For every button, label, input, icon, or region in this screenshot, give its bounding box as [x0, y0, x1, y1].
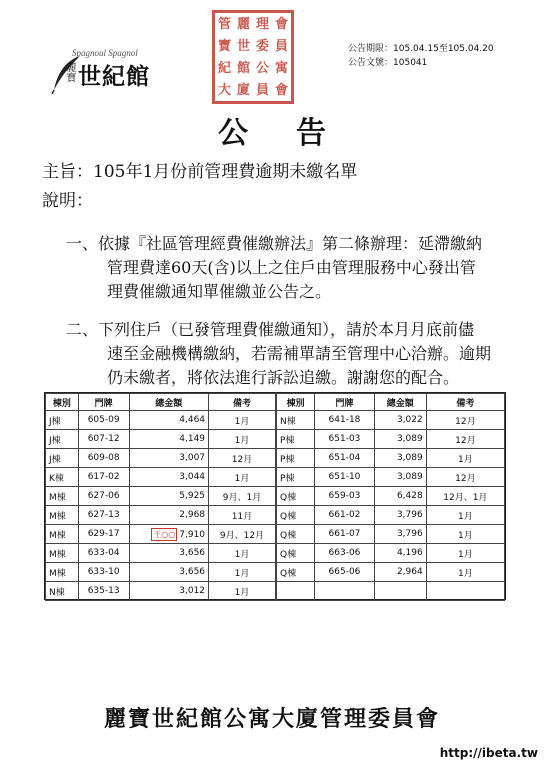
header-amount: 總金額 — [129, 394, 208, 411]
paragraph-2-line-2: 速至金融機構繳納，若需補單請至管理中心洽辦。逾期 — [107, 344, 492, 363]
cell-building — [277, 582, 315, 601]
cell-remark: 1月 — [209, 582, 276, 601]
cell-remark: 1月 — [426, 449, 504, 468]
subject-line: 主旨：105年1月份前管理費逾期未繳名單 — [42, 162, 358, 182]
seal-char: 理 — [255, 16, 269, 32]
cell-amount-value: 7,910 — [179, 529, 206, 540]
seal-char: 寓 — [274, 60, 288, 76]
cell-remark: 12月 — [426, 430, 504, 449]
cell-door: 627-13 — [78, 506, 129, 525]
cell-amount: 3,022 — [374, 411, 426, 430]
cell-door: 651-04 — [315, 449, 374, 468]
cell-amount: 6,428 — [374, 487, 426, 506]
seal-char: 麗 — [236, 16, 250, 32]
cell-door: 661-02 — [315, 506, 374, 525]
seal-char: 世 — [236, 38, 250, 54]
table-row — [46, 544, 276, 563]
cell-door: 609-08 — [78, 449, 129, 468]
seal-char: 會 — [274, 82, 288, 98]
cell-remark: 1月 — [209, 430, 276, 449]
cell-door: 661-07 — [315, 525, 374, 544]
owner-stamp: 王○○ — [153, 529, 176, 539]
cell-amount: 3,656 — [129, 544, 208, 563]
overdue-table-right — [276, 393, 505, 601]
cell-amount — [374, 582, 426, 601]
cell-amount: 4,149 — [129, 430, 208, 449]
overdue-table-left — [45, 393, 276, 601]
cell-building: Q棟 — [277, 563, 315, 582]
paragraph-2 — [66, 318, 526, 390]
cell-building: M棟 — [46, 544, 79, 563]
cell-building: P棟 — [277, 430, 315, 449]
cell-amount: 3,012 — [129, 582, 208, 601]
cell-door: 651-03 — [315, 430, 374, 449]
table-row — [46, 487, 276, 506]
cell-door: 665-06 — [315, 563, 374, 582]
table-row — [277, 411, 505, 430]
cell-building: J棟 — [46, 411, 79, 430]
cell-remark: 11月 — [209, 506, 276, 525]
cell-remark: 1月 — [209, 468, 276, 487]
logo-script-text: Spagnoul Spagnol — [72, 48, 138, 58]
cell-remark: 1月 — [426, 544, 504, 563]
logo-main: 世紀館 — [78, 64, 150, 90]
cell-remark: 1月 — [426, 563, 504, 582]
seal-char: 員 — [255, 82, 269, 98]
cell-remark: 1月 — [426, 525, 504, 544]
cell-door: 629-17 — [78, 525, 129, 544]
cell-remark: 12月、1月 — [426, 487, 504, 506]
cell-building: J棟 — [46, 449, 79, 468]
cell-remark: 1月 — [209, 563, 276, 582]
overdue-list — [44, 392, 506, 600]
table-row — [277, 468, 505, 487]
cell-amount: 4,196 — [374, 544, 426, 563]
cell-door: 635-13 — [78, 582, 129, 601]
cell-building: P棟 — [277, 449, 315, 468]
seal-char: 廈 — [236, 82, 250, 98]
watermark: http://ibeta.tw — [439, 746, 538, 760]
cell-remark: 12月 — [426, 411, 504, 430]
seal-char: 會 — [274, 16, 288, 32]
cell-amount: 2,968 — [129, 506, 208, 525]
logo-sub: 麗寶 — [64, 62, 75, 82]
table-row — [277, 506, 505, 525]
cell-remark: 12月 — [426, 468, 504, 487]
notice-period: 公告期限：105.04.15至105.04.20 — [348, 44, 494, 54]
seal-char: 委 — [255, 38, 269, 54]
table-row — [46, 411, 276, 430]
cell-building: M棟 — [46, 563, 79, 582]
cell-door: 605-09 — [78, 411, 129, 430]
cell-door: 607-12 — [78, 430, 129, 449]
cell-remark: 1月 — [426, 506, 504, 525]
table-header-row — [277, 394, 505, 411]
notice-meta — [348, 42, 494, 70]
committee-signature: 麗寶世紀館公寓大廈管理委員會 — [103, 707, 440, 732]
seal-char: 員 — [274, 38, 288, 54]
paragraph-1-line-1: 一、依據『社區管理經費催繳辦法』第二條辦理：延滯繳納 — [66, 234, 483, 253]
cell-building: M棟 — [46, 506, 79, 525]
cell-building: Q棟 — [277, 525, 315, 544]
table-header-row — [46, 394, 276, 411]
cell-door: 633-10 — [78, 563, 129, 582]
table-row — [46, 468, 276, 487]
cell-door — [315, 582, 374, 601]
header-building: 棟別 — [277, 394, 315, 411]
cell-amount: 3,089 — [374, 430, 426, 449]
page-title: 公告 — [218, 116, 374, 151]
cell-door: 641-18 — [315, 411, 374, 430]
cell-remark — [426, 582, 504, 601]
table-row — [46, 449, 276, 468]
table-row — [46, 506, 276, 525]
table-row — [277, 563, 505, 582]
header-building: 棟別 — [46, 394, 79, 411]
header-remark: 備考 — [426, 394, 504, 411]
cell-amount: 3,796 — [374, 506, 426, 525]
cell-building: K棟 — [46, 468, 79, 487]
cell-amount — [129, 525, 208, 544]
cell-amount: 5,925 — [129, 487, 208, 506]
header-door: 門牌 — [315, 394, 374, 411]
header-amount: 總金額 — [374, 394, 426, 411]
table-row — [46, 525, 276, 544]
notice-doc-number: 公告文號：105041 — [348, 58, 428, 68]
paragraph-2-line-3: 仍未繳者，將依法進行訴訟追繳。謝謝您的配合。 — [107, 368, 460, 387]
cell-building: N棟 — [277, 411, 315, 430]
cell-amount: 3,796 — [374, 525, 426, 544]
cell-amount: 3,089 — [374, 449, 426, 468]
cell-amount: 3,089 — [374, 468, 426, 487]
cell-remark: 9月、12月 — [209, 525, 276, 544]
seal-char: 管 — [217, 16, 231, 32]
table-row — [277, 582, 505, 601]
table-row — [277, 430, 505, 449]
cell-building: Q棟 — [277, 487, 315, 506]
cell-building: N棟 — [46, 582, 79, 601]
table-row — [277, 449, 505, 468]
header-door: 門牌 — [78, 394, 129, 411]
cell-amount: 4,464 — [129, 411, 208, 430]
cell-amount: 3,656 — [129, 563, 208, 582]
seal-char: 館 — [236, 60, 250, 76]
table-row — [277, 487, 505, 506]
paragraph-1-line-2: 管理費達60天(含)以上之住戶由管理服務中心發出管 — [107, 258, 476, 277]
cell-building: Q棟 — [277, 506, 315, 525]
cell-door: 659-03 — [315, 487, 374, 506]
cell-amount: 3,007 — [129, 449, 208, 468]
cell-remark: 1月 — [209, 544, 276, 563]
paragraph-1-line-3: 理費催繳通知單催繳並公告之。 — [107, 282, 332, 301]
table-row — [46, 563, 276, 582]
cell-remark: 12月 — [209, 449, 276, 468]
table-row — [277, 544, 505, 563]
cell-door: 627-06 — [78, 487, 129, 506]
cell-building: Q棟 — [277, 544, 315, 563]
paragraph-1 — [66, 232, 526, 304]
cell-amount: 2,964 — [374, 563, 426, 582]
cell-building: M棟 — [46, 487, 79, 506]
seal-char: 大 — [217, 82, 231, 98]
table-row — [46, 582, 276, 601]
cell-door: 663-06 — [315, 544, 374, 563]
cell-building: P棟 — [277, 468, 315, 487]
cell-amount: 3,044 — [129, 468, 208, 487]
cell-door: 617-02 — [78, 468, 129, 487]
explanation-label: 說明： — [42, 191, 93, 211]
table-row — [277, 525, 505, 544]
header-remark: 備考 — [209, 394, 276, 411]
table-row — [46, 430, 276, 449]
official-seal — [212, 10, 294, 104]
seal-char: 公 — [255, 60, 269, 76]
cell-remark: 1月 — [209, 411, 276, 430]
seal-char: 寶 — [217, 38, 231, 54]
paragraph-2-line-1: 二、下列住戶（已發管理費催繳通知），請於本月月底前儘 — [66, 320, 475, 339]
cell-door: 651-10 — [315, 468, 374, 487]
cell-building: M棟 — [46, 525, 79, 544]
cell-building: J棟 — [46, 430, 79, 449]
logo — [50, 48, 200, 98]
seal-char: 紀 — [217, 60, 231, 76]
cell-door: 633-04 — [78, 544, 129, 563]
cell-remark: 9月、1月 — [209, 487, 276, 506]
